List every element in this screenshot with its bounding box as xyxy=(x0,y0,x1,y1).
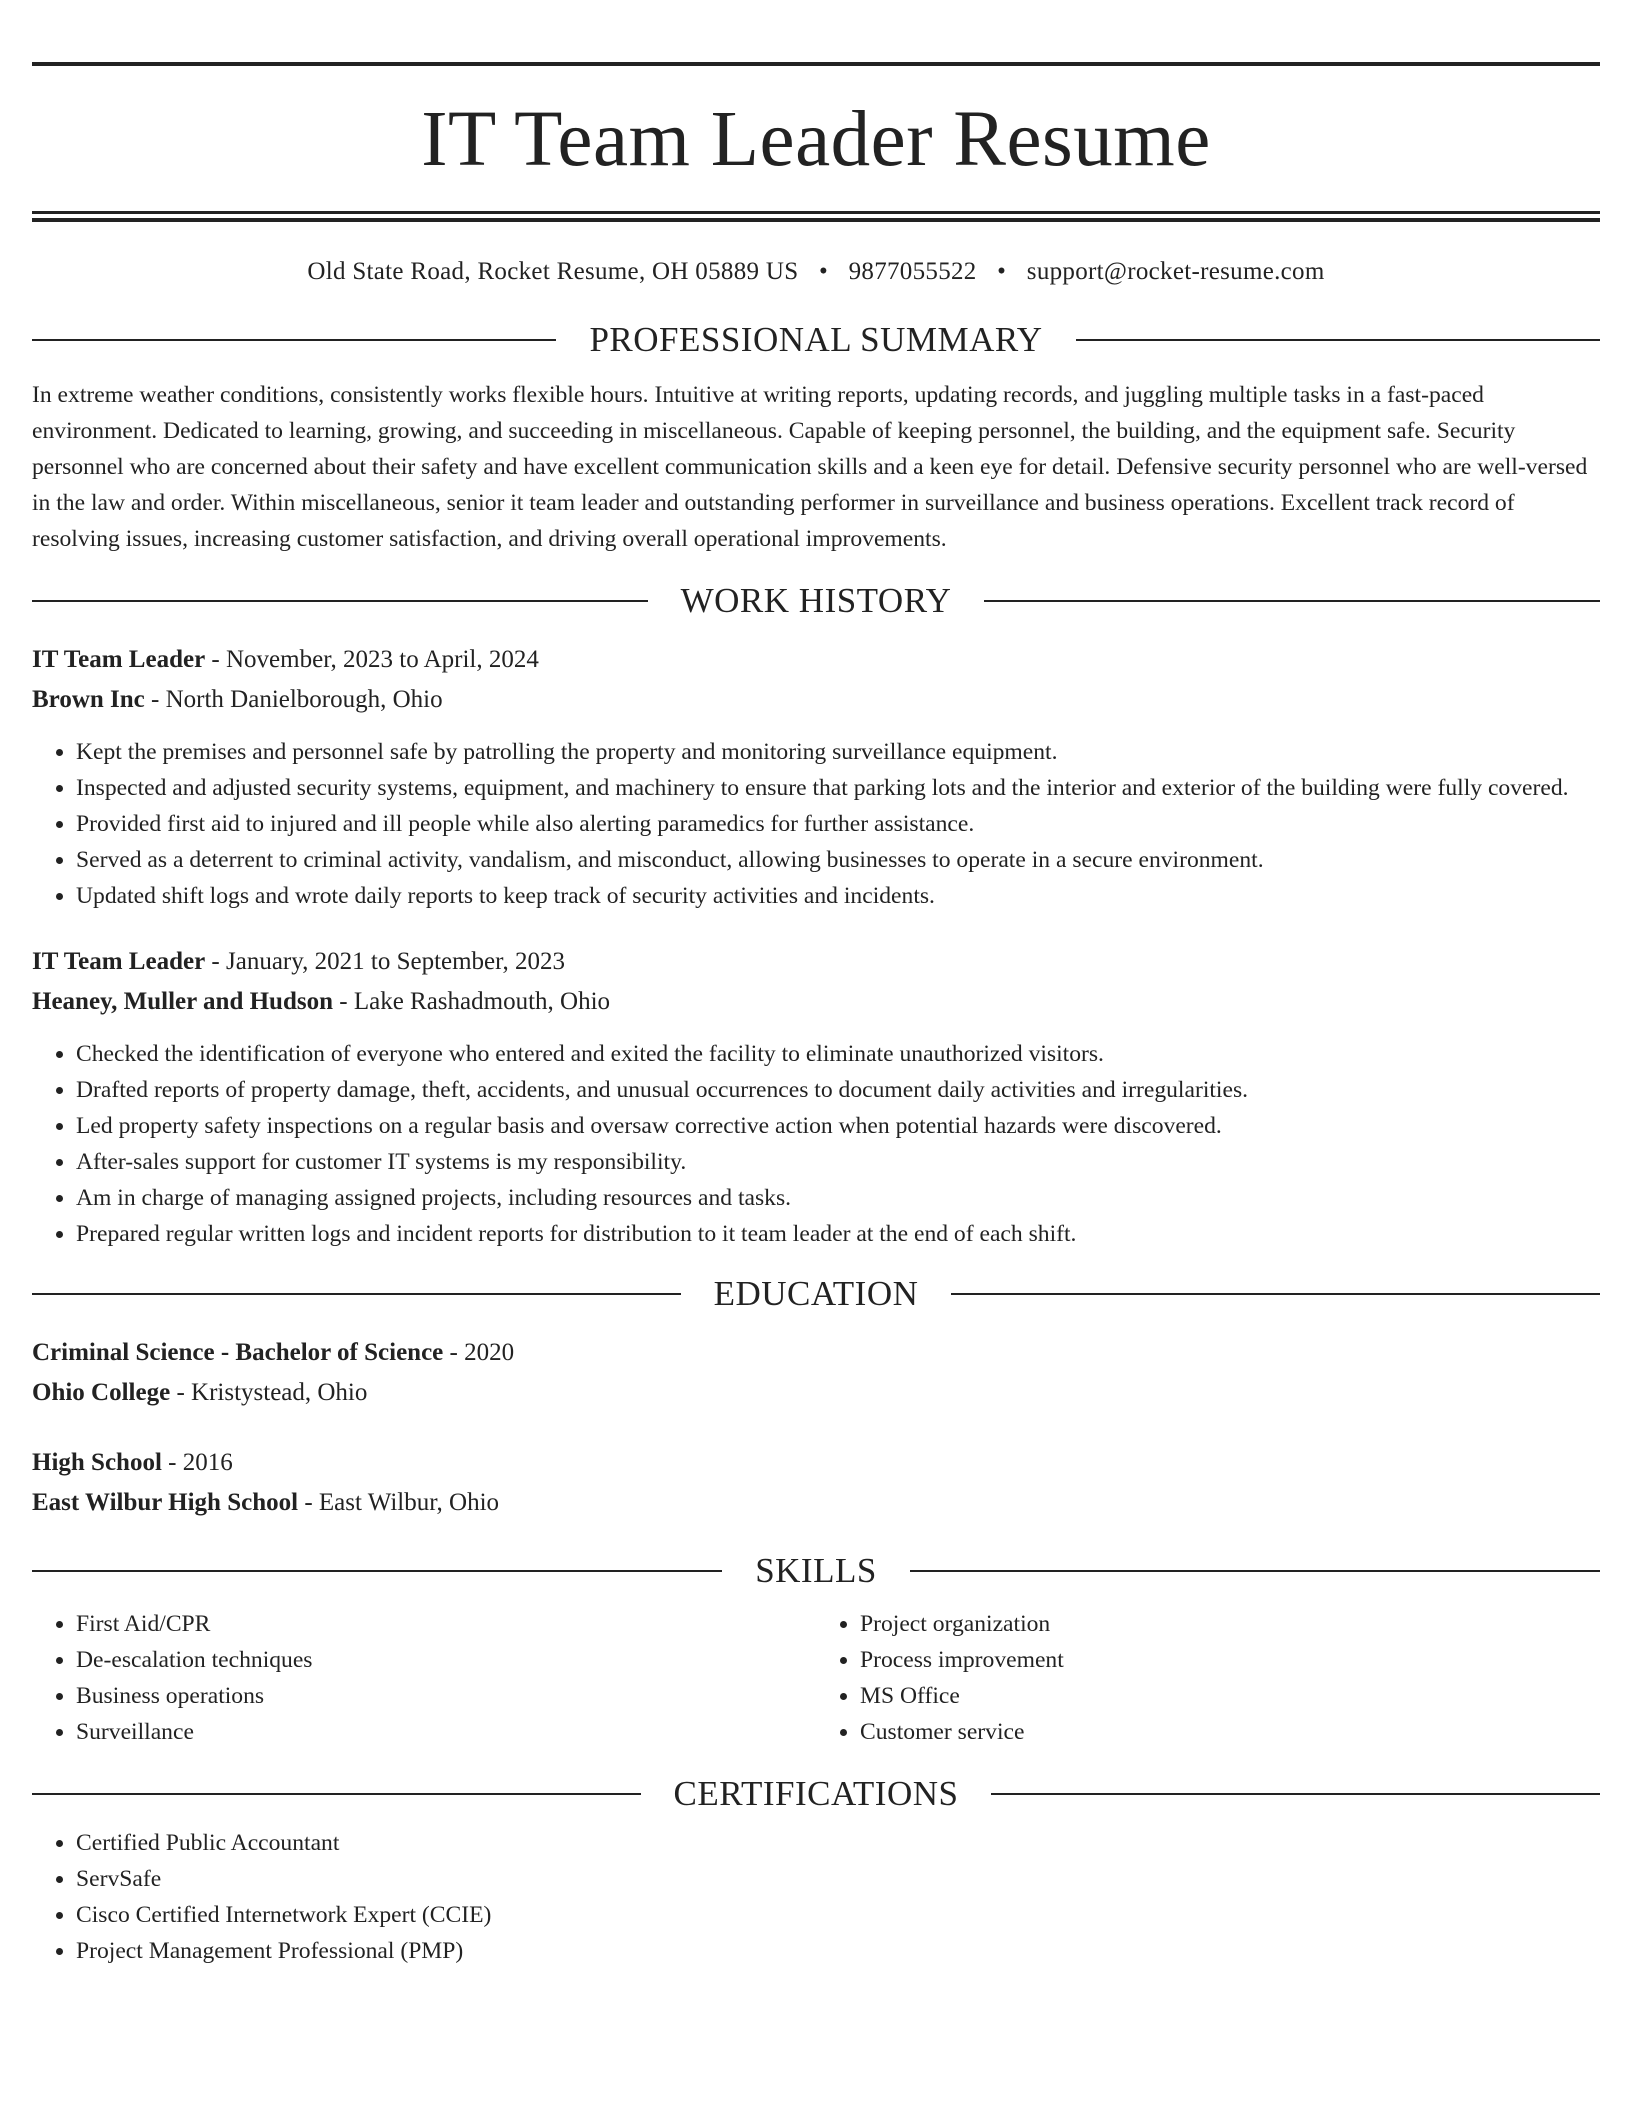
job-dates: - November, 2023 to April, 2024 xyxy=(205,646,539,673)
job-duties-list xyxy=(32,1036,1600,1252)
job-dates: - January, 2021 to September, 2023 xyxy=(205,948,565,975)
heading-rule xyxy=(1076,339,1600,341)
list-item: • Surveillance xyxy=(76,1714,816,1750)
contact-phone: 9877055522 xyxy=(848,258,977,285)
section-heading-certifications xyxy=(32,1776,1600,1811)
section-heading-skills xyxy=(32,1553,1600,1588)
education-degree: High School xyxy=(32,1449,162,1476)
job-title: IT Team Leader xyxy=(32,646,206,673)
job-company-line xyxy=(32,982,1600,1022)
section-heading-education xyxy=(32,1276,1600,1311)
heading-rule xyxy=(951,1293,1600,1295)
section-title: PROFESSIONAL SUMMARY xyxy=(589,320,1043,359)
job-company: Heaney, Muller and Hudson xyxy=(32,988,333,1015)
education-school-line xyxy=(32,1483,1600,1523)
list-item: • ServSafe xyxy=(76,1861,1600,1897)
heading-rule xyxy=(32,1570,722,1572)
education-entry xyxy=(32,1443,1600,1523)
list-item: • Served as a deterrent to criminal activity, vandalism, and misconduct, allowing businesses to operate in a secure environment. xyxy=(76,842,1600,878)
education-degree: Criminal Science - Bachelor of Science xyxy=(32,1339,444,1366)
education-school-line xyxy=(32,1373,1600,1413)
contact-separator: • xyxy=(997,258,1007,285)
list-item: • Am in charge of managing assigned projects, including resources and tasks. xyxy=(76,1180,1600,1216)
section-title: WORK HISTORY xyxy=(680,581,952,620)
list-item: • After-sales support for customer IT systems is my responsibility. xyxy=(76,1144,1600,1180)
skills-columns xyxy=(32,1606,1600,1750)
job-title: IT Team Leader xyxy=(32,948,206,975)
contact-line xyxy=(32,258,1600,286)
list-item: • De-escalation techniques xyxy=(76,1642,816,1678)
education-location: - Kristystead, Ohio xyxy=(170,1379,368,1406)
heading-rule xyxy=(32,600,648,602)
job-location: - North Danielborough, Ohio xyxy=(144,686,443,713)
list-item: • Project organization xyxy=(860,1606,1600,1642)
section-title: CERTIFICATIONS xyxy=(673,1774,959,1813)
section-title: SKILLS xyxy=(755,1551,877,1590)
section-title: EDUCATION xyxy=(713,1274,919,1313)
job-location: - Lake Rashadmouth, Ohio xyxy=(333,988,611,1015)
job-company: Brown Inc xyxy=(32,686,145,713)
list-item: • Updated shift logs and wrote daily reports to keep track of security activities and incidents. xyxy=(76,878,1600,914)
section-heading-work-history xyxy=(32,583,1600,618)
education-entry xyxy=(32,1333,1600,1413)
heading-rule xyxy=(32,1793,641,1795)
education-school: East Wilbur High School xyxy=(32,1489,299,1516)
heading-rule xyxy=(32,1293,681,1295)
education-location: - East Wilbur, Ohio xyxy=(298,1489,500,1516)
list-item: • Cisco Certified Internetwork Expert (CCIE) xyxy=(76,1897,1600,1933)
list-item: • First Aid/CPR xyxy=(76,1606,816,1642)
job-duties-list xyxy=(32,734,1600,914)
job-entry xyxy=(32,942,1600,1252)
list-item: • Led property safety inspections on a regular basis and oversaw corrective action when potential hazards were discovered. xyxy=(76,1108,1600,1144)
skills-list-left xyxy=(32,1606,816,1750)
education-year: - 2016 xyxy=(161,1449,233,1476)
contact-separator: • xyxy=(818,258,829,285)
list-item: • Kept the premises and personnel safe by patrolling the property and monitoring surveillance equipment. xyxy=(76,734,1600,770)
heading-rule xyxy=(984,600,1600,602)
education-year: - 2020 xyxy=(443,1339,515,1366)
list-item: • Provided first aid to injured and ill people while also alerting paramedics for further assistance. xyxy=(76,806,1600,842)
job-title-line xyxy=(32,942,1600,982)
job-title-line xyxy=(32,640,1600,680)
education-degree-line xyxy=(32,1443,1600,1483)
list-item: • Drafted reports of property damage, theft, accidents, and unusual occurrences to document daily activities and irregularities. xyxy=(76,1072,1600,1108)
education-degree-line xyxy=(32,1333,1600,1373)
list-item: • Inspected and adjusted security systems, equipment, and machinery to ensure that parking lots and the interior and exterior of the building were fully covered. xyxy=(76,770,1600,806)
summary-paragraph: In extreme weather conditions, consistently works flexible hours. Intuitive at writing reports, updating records, and juggling multiple tasks in a fast-paced environment. Dedicated to learning, growing, and succeeding in miscellaneous. Capable of keeping personnel, the building, and the equipment safe. Security personnel who are concerned about their safety and have excellent communication skills and a keen eye for detail. Defensive security personnel who are well-versed in the law and order. Within miscellaneous, senior it team leader and outstanding performer in surveillance and business operations. Excellent track record of resolving issues, increasing customer satisfaction, and driving overall operational improvements. xyxy=(32,382,1588,552)
heading-rule xyxy=(32,339,556,341)
list-item: • Project Management Professional (PMP) xyxy=(76,1933,1600,1969)
title-rule-bottom xyxy=(32,211,1600,222)
skills-list-right xyxy=(816,1606,1600,1750)
education-school: Ohio College xyxy=(32,1379,171,1406)
certifications-list xyxy=(32,1825,1600,1969)
resume-page xyxy=(32,0,1600,1969)
list-item: • MS Office xyxy=(860,1678,1600,1714)
job-entry xyxy=(32,640,1600,914)
list-item: • Business operations xyxy=(76,1678,816,1714)
list-item: • Checked the identification of everyone who entered and exited the facility to eliminate unauthorized visitors. xyxy=(76,1036,1600,1072)
list-item: • Customer service xyxy=(860,1714,1600,1750)
section-heading-summary xyxy=(32,322,1600,357)
job-company-line xyxy=(32,680,1600,720)
list-item: • Process improvement xyxy=(860,1642,1600,1678)
resume-title: IT Team Leader Resume xyxy=(421,96,1211,183)
heading-rule xyxy=(910,1570,1600,1572)
list-item: • Prepared regular written logs and incident reports for distribution to it team leader at the end of each shift. xyxy=(76,1216,1600,1252)
contact-address: Old State Road, Rocket Resume, OH 05889 US xyxy=(307,258,799,285)
list-item: • Certified Public Accountant xyxy=(76,1825,1600,1861)
contact-email: support@rocket-resume.com xyxy=(1026,258,1325,285)
heading-rule xyxy=(991,1793,1600,1795)
